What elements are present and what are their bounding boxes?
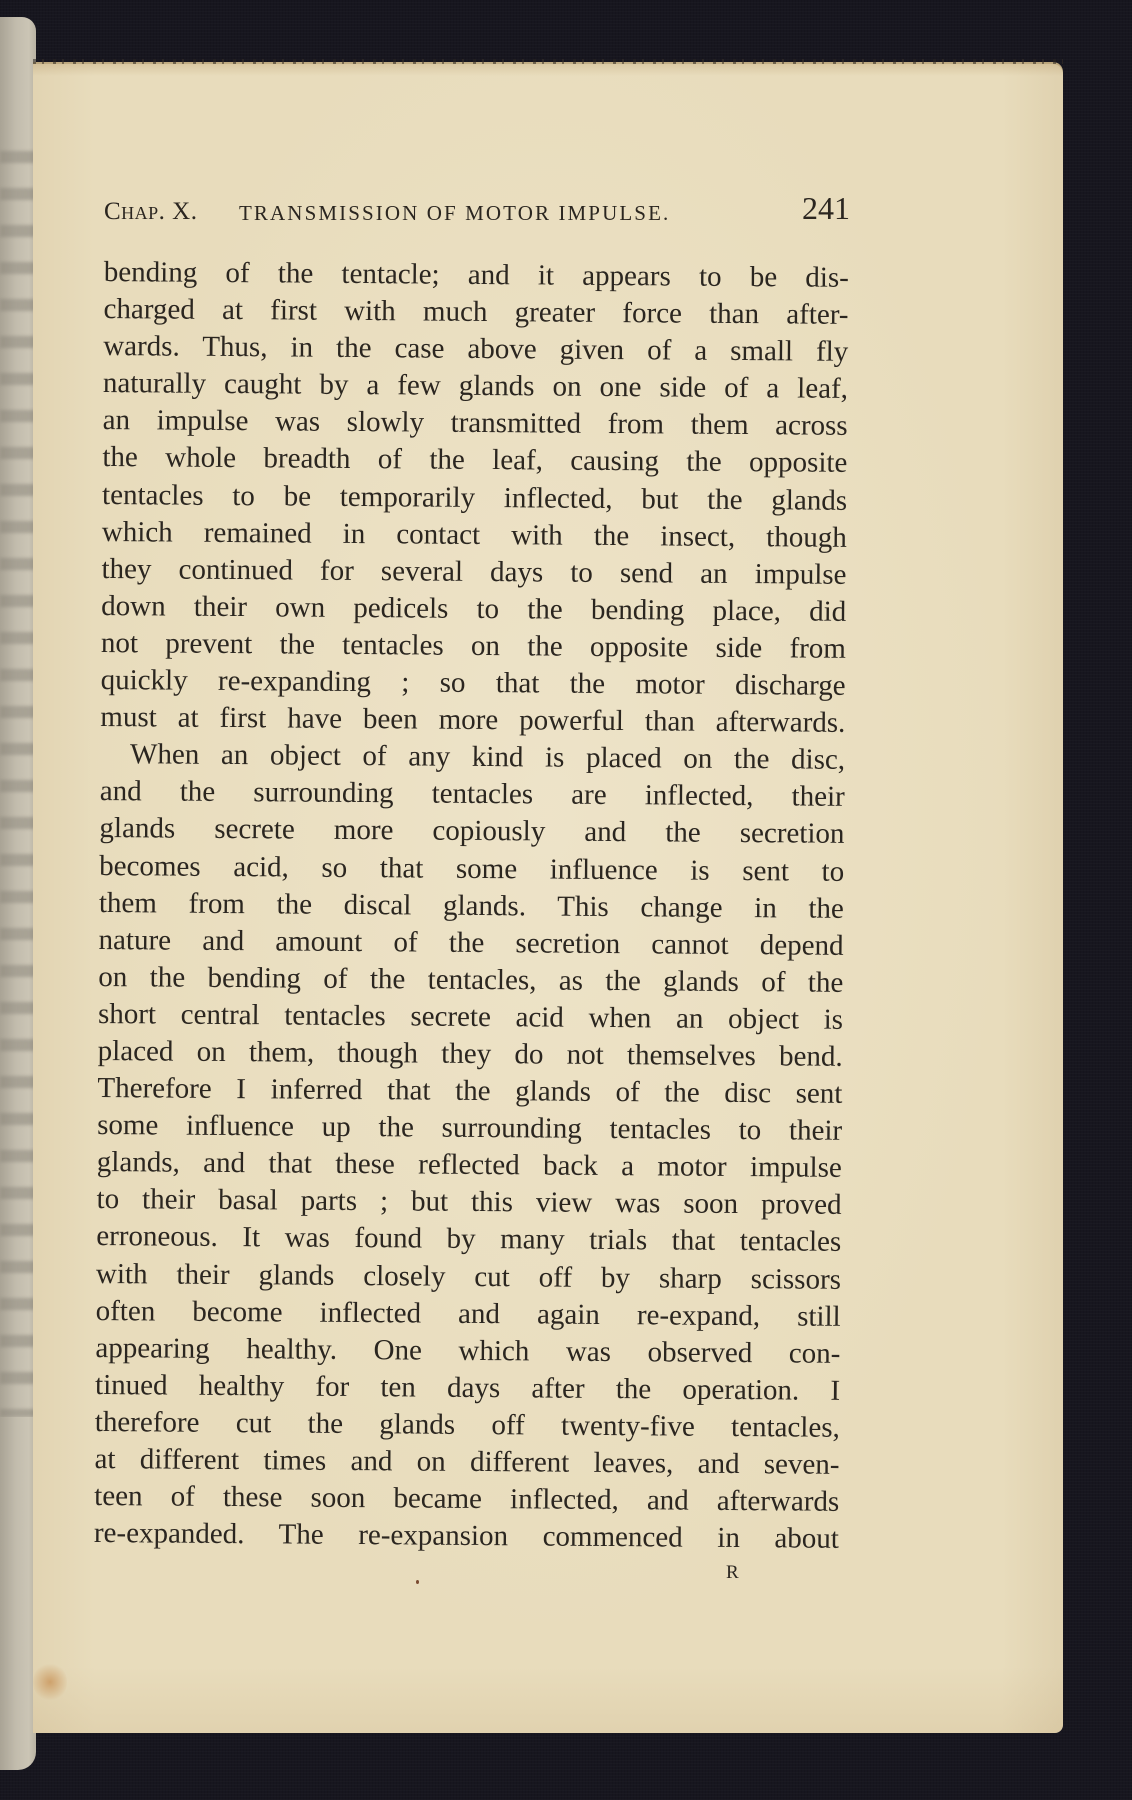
text-line: appearing healthy. One which was observed con- <box>95 1331 841 1370</box>
ink-speck <box>416 1580 419 1584</box>
text-line: some influence up the surrounding tentacles to their <box>97 1109 843 1147</box>
text-line: teen of these soon became inflected, and afterwards <box>94 1480 840 1518</box>
text-line: short central tentacles secrete acid when an object is <box>97 997 844 1036</box>
text-line: must at first have been more powerful than afterwards. <box>100 701 846 739</box>
text-line: erroneous. It was found by many trials that tentacles <box>96 1220 842 1259</box>
text-line: to their basal parts ; but this view was soon proved <box>96 1183 842 1222</box>
text-line: glands, and that these reflected back a motor impulse <box>96 1146 842 1185</box>
chapter-label: Chap. X. <box>104 198 198 225</box>
text-line: them from the discal glands. This change in the <box>98 886 845 925</box>
paragraph-start-line: When an object of any kind is placed on the disc, <box>129 738 846 777</box>
text-line: with their glands closely cut off by sharp scissors <box>95 1257 842 1296</box>
text-line: Therefore I inferred that the glands of the disc sent <box>97 1072 843 1110</box>
text-line: tentacles to be temporarily inflected, but the glands <box>101 478 848 517</box>
page-top-edge <box>33 59 1063 64</box>
text-line: they continued for several days to send an impulse <box>101 552 847 591</box>
text-line: re-expanded. The re-expansion commenced in about <box>93 1517 840 1555</box>
text-line: tinued healthy for ten days after the operation. I <box>94 1368 841 1407</box>
facing-page-blurred-text <box>0 137 36 1417</box>
text-line: nature and amount of the secretion cannot depend <box>98 923 844 962</box>
text-line: which remained in contact with the insect, though <box>101 515 847 554</box>
text-line: quickly re-expanding ; so that the motor discharge <box>100 664 846 702</box>
running-head <box>104 190 850 230</box>
text-line: charged at first with much greater force than after- <box>103 293 849 331</box>
text-line: often become inflected and again re-expand, still <box>95 1294 841 1333</box>
text-line: not prevent the tentacles on the opposite side from <box>100 626 847 665</box>
text-line: at different times and on different leaves, and seven- <box>94 1442 840 1481</box>
text-line: becomes acid, so that some influence is sent to <box>99 849 845 888</box>
text-line: therefore cut the glands off twenty-five tentacles, <box>94 1405 840 1444</box>
text-line: placed on them, though they do not themselves bend. <box>97 1034 843 1073</box>
body-text <box>94 254 849 1558</box>
page-number: 241 <box>802 190 850 226</box>
facing-page-stack <box>0 17 36 1770</box>
text-line: bending of the tentacle; and it appears to be dis- <box>103 255 849 294</box>
text-line: glands secrete more copiously and the secretion <box>99 812 845 851</box>
text-line: down their own pedicels to the bending place, did <box>101 589 847 628</box>
text-line: the whole breadth of the leaf, causing the opposite <box>102 441 848 480</box>
foxing-stain <box>33 1662 67 1702</box>
text-line: naturally caught by a few glands on one side of a leaf, <box>102 367 849 406</box>
text-line: wards. Thus, in the case above given of a small fly <box>103 330 849 369</box>
text-line: an impulse was slowly transmitted from them across <box>102 404 848 443</box>
text-line: on the bending of the tentacles, as the glands of the <box>98 960 844 999</box>
text-line: and the surrounding tentacles are inflected, their <box>99 775 845 814</box>
running-title: TRANSMISSION OF MOTOR IMPULSE. <box>239 201 671 225</box>
signature-mark: R <box>726 1562 739 1583</box>
